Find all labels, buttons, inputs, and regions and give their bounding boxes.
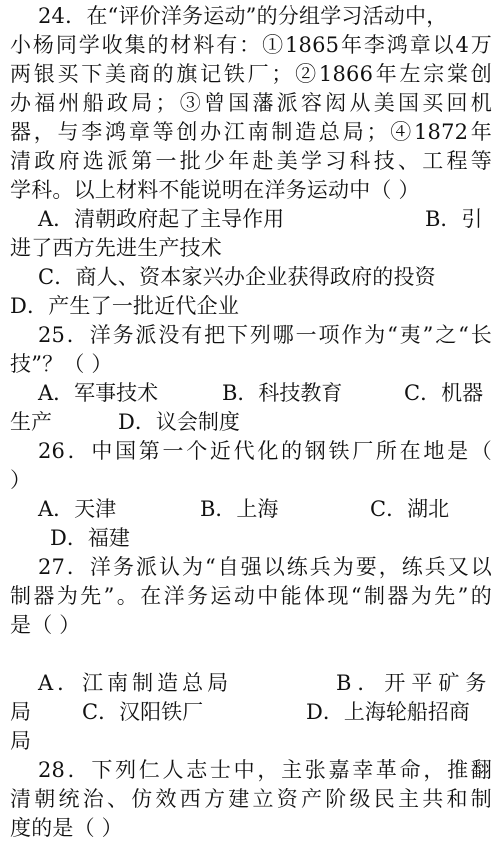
q24-option-c: C．商人、资本家兴办企业获得政府的投资 (38, 265, 436, 289)
q27-option-b-part-1: B．开平矿务 (336, 671, 493, 695)
q26-option-d: D．福建 (50, 526, 130, 550)
q24-option-a: A．清朝政府起了主导作用 (38, 207, 285, 231)
q27-stem-line-1: 27．洋务派认为“自强以练兵为要，练兵又以 (38, 555, 492, 579)
q27-option-d-part-1: D．上海轮船招商 (306, 700, 470, 724)
q24-stem-line-2: 小杨同学收集的材料有：①1865年李鸿章以4万 (10, 33, 492, 57)
q24-stem-line-5: 器，与李鸿章等创办江南制造总局；④1872年 (10, 120, 492, 144)
q24-option-d: D．产生了一批近代企业 (10, 294, 240, 318)
q27-option-d-part-2: 局 (10, 729, 31, 753)
q25-option-c-part-2: 生产 (10, 410, 52, 434)
q25-option-c-part-1: C．机器 (404, 381, 484, 405)
q28-stem-line-1: 28．下列仁人志士中，主张嘉幸革命，推翻 (38, 758, 492, 782)
q24-stem-line-1: 24．在“评价洋务运动”的分组学习活动中， (38, 4, 448, 28)
q26-option-c: C．湖北 (370, 497, 450, 521)
q25-option-a: A．军事技术 (38, 381, 159, 405)
q24-stem-line-7: 学科。以上材料不能说明在洋务运动中（ ） (10, 178, 420, 202)
q26-option-b: B．上海 (200, 497, 279, 521)
q25-option-d: D．议会制度 (118, 410, 240, 434)
q25-option-b: B．科技教育 (222, 381, 343, 405)
q27-stem-line-2: 制器为先”。在洋务运动中能体现“制器为先”的 (10, 584, 492, 608)
q25-stem-line-2: 技”？（ ） (10, 352, 113, 376)
q28-stem-line-2: 清朝统治、仿效西方建立资产阶级民主共和制 (10, 787, 492, 811)
q28-stem-line-3: 度的是（ ） (10, 816, 123, 840)
q27-option-a: A．江南制造总局 (38, 671, 233, 695)
q27-option-c: C．汉阳铁厂 (82, 700, 204, 724)
q26-option-a: A．天津 (38, 497, 117, 521)
q25-stem-line-1: 25．洋务派没有把下列哪一项作为“夷”之“长 (38, 323, 492, 347)
q26-stem-line-1: 26．中国第一个近代化的钢铁厂所在地是（ (38, 439, 492, 463)
q26-stem-line-2: ） (10, 468, 32, 492)
q24-option-b-part-2: 进了西方先进生产技术 (10, 236, 222, 260)
q24-option-b-part-1: B．引 (425, 207, 483, 231)
q27-option-b-part-2: 局 (10, 700, 31, 724)
q24-stem-line-6: 清政府选派第一批少年赴美学习科技、工程等 (10, 149, 492, 173)
q24-stem-line-4: 办福州船政局；③曾国藩派容闳从美国买回机 (10, 91, 492, 115)
q24-stem-line-3: 两银买下美商的旗记铁厂；②1866年左宗棠创 (10, 62, 492, 86)
q27-stem-line-3: 是（ ） (10, 613, 81, 637)
